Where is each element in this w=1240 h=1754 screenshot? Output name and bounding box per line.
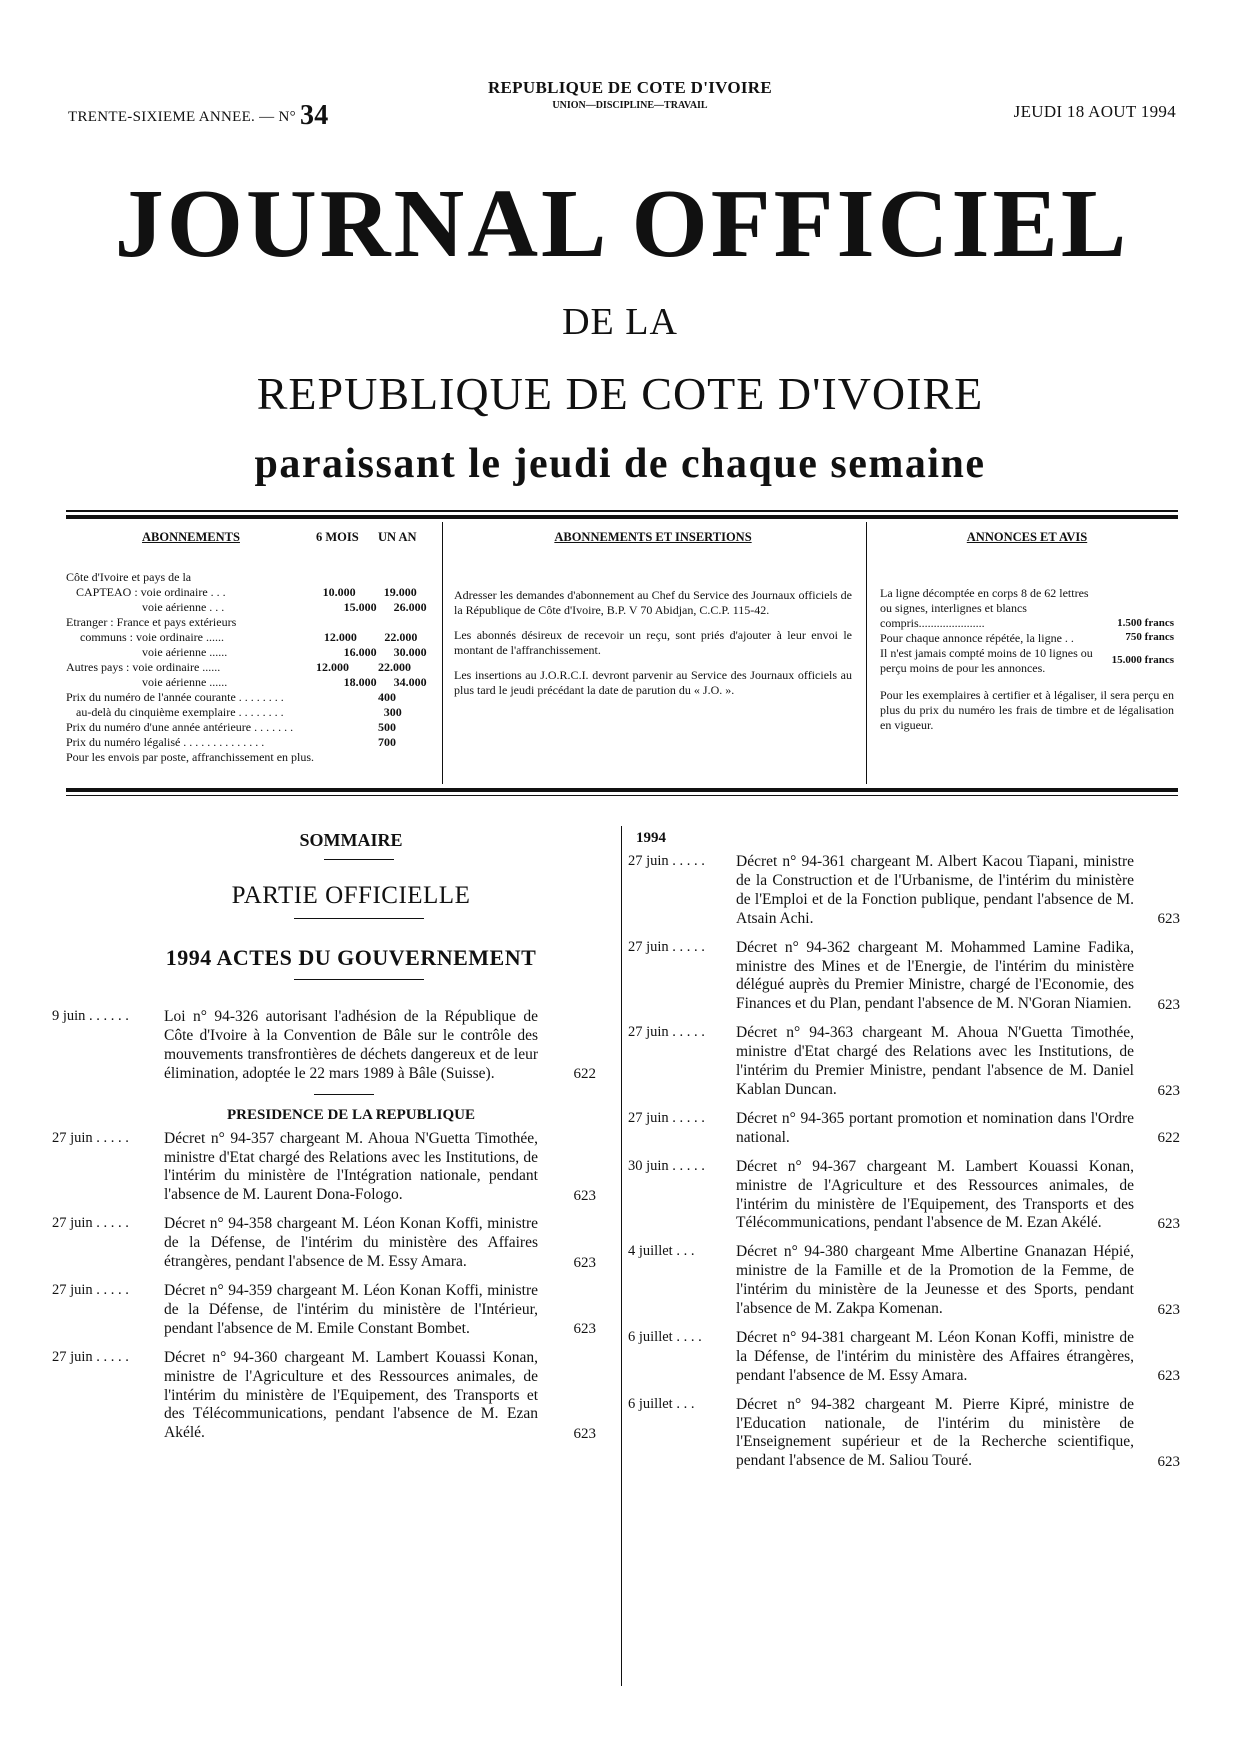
entry-page: 623 xyxy=(1157,1082,1180,1099)
section-rule xyxy=(314,1094,374,1095)
entry-date: 27 juin . . . . . xyxy=(628,853,705,869)
info-heading: ABONNEMENTS ET INSERTIONS xyxy=(554,530,752,544)
republic-name: REPUBLIQUE DE COTE D'IVOIRE xyxy=(487,78,773,97)
rate-label: Côte d'Ivoire et pays de la xyxy=(66,569,192,584)
republic-header xyxy=(460,78,800,111)
entry-date: 27 juin . . . . . xyxy=(52,1348,129,1365)
entry-text: Décret n° 94-365 portant promotion et nomination dans l'Ordre national. xyxy=(736,1109,1134,1146)
rate-one-year: 22.000 xyxy=(378,659,411,674)
rate-six-months: 12.000 xyxy=(323,629,357,644)
price-value: 500 xyxy=(378,719,396,734)
announce-row-1 xyxy=(880,586,1174,631)
summary-entry xyxy=(628,939,1184,1015)
entry-text: Décret n° 94-380 chargeant Mme Albertine Gnanazan Hépié, ministre de la Famille et de la Promotion de la Femme, de l'intérim du ministère de la Jeunesse et des Sports, pendant l'absence de M. Zakpa Komenan. xyxy=(736,1243,1134,1318)
summary-entry xyxy=(52,1215,600,1272)
rate-six-months xyxy=(316,570,378,585)
publication-frequency: paraissant le jeudi de chaque semaine xyxy=(254,441,986,487)
entry-page: 623 xyxy=(1157,1216,1180,1233)
entry-page: 622 xyxy=(573,1066,596,1083)
summary-entry xyxy=(628,1110,1184,1148)
rate-label: Autres pays : voie ordinaire ...... xyxy=(66,659,221,674)
info-paragraph-3: Les insertions au J.O.R.C.I. devront parvenir au Service des Journaux officiels au plus tard le jeudi précédant la date de parution du « J.O. ». xyxy=(454,667,852,697)
info-paragraph-2: Les abonnés désireux de recevoir un reçu, sont priés d'ajouter à leur envoi le montant de l'affranchissement. xyxy=(454,627,852,657)
right-entries xyxy=(628,853,1184,1471)
six-months-heading: 6 MOIS xyxy=(316,530,359,544)
entry-date: 27 juin . . . . . xyxy=(52,1215,129,1232)
rate-row xyxy=(66,570,438,585)
rate-row xyxy=(66,585,438,600)
announce-line-1: La ligne décomptée en corps 8 de 62 lettres ou signes, interlignes et blancs compris...................... xyxy=(880,585,1089,630)
entry-page: 622 xyxy=(1157,1130,1180,1147)
rate-label: voie aérienne . . . xyxy=(142,599,225,614)
summary-left-column xyxy=(52,830,600,1453)
entry-date: 4 juillet . . . xyxy=(628,1243,695,1260)
entry-page: 623 xyxy=(1157,1368,1180,1385)
top-bar xyxy=(60,78,1184,131)
rate-row xyxy=(66,645,438,660)
summary-entry xyxy=(52,1130,600,1206)
announcements-block xyxy=(876,586,1178,733)
summary-entry xyxy=(628,853,1184,929)
entry-date: 27 juin . . . . . xyxy=(52,1281,129,1298)
price-row xyxy=(66,750,438,765)
rate-one-year: 26.000 xyxy=(393,599,427,614)
price-label: Prix du numéro d'une année antérieure . . . . . . . xyxy=(66,719,294,734)
government-acts-title: 1994 ACTES DU GOUVERNEMENT xyxy=(165,945,537,970)
government-acts-rule xyxy=(294,979,424,980)
box-divider-1 xyxy=(442,522,443,784)
left-entries xyxy=(52,1130,600,1444)
announce-amount-1: 1.500 francs xyxy=(1117,616,1174,629)
info-paragraph-1: Adresser les demandes d'abonnement au Chef du Service des Journaux officiels de la République de Côte d'Ivoire, B.P. V 70 Abidjan, C.C.P. 115-42. xyxy=(454,587,852,617)
announce-line-2: Pour chaque annonce répétée, la ligne . . xyxy=(880,630,1074,645)
price-value xyxy=(390,750,438,765)
entry-page: 623 xyxy=(573,1254,596,1271)
summary-title: SOMMAIRE xyxy=(299,830,403,850)
journal-title: JOURNAL OFFICIEL xyxy=(114,170,1130,278)
price-value: 300 xyxy=(383,704,402,719)
announcements-heading: ANNONCES ET AVIS xyxy=(966,530,1088,544)
entry-date: 6 juillet . . . . xyxy=(628,1328,702,1345)
entry-page: 623 xyxy=(1157,1301,1180,1318)
one-year-heading: UN AN xyxy=(378,530,417,544)
entry-text: Décret n° 94-363 chargeant M. Ahoua N'Guetta Timothée, ministre d'Etat chargé des Relations avec les Institutions, de l'intérim du Premier Ministre, pendant l'absence de M. Daniel Kablan Duncan. xyxy=(736,1024,1134,1098)
rate-one-year xyxy=(378,615,433,630)
entry-date: 27 juin . . . . . xyxy=(628,1024,705,1041)
summary-entry xyxy=(628,1243,1184,1319)
top-rule-1 xyxy=(66,510,1178,512)
year-heading: 1994 xyxy=(636,830,666,846)
entry-page: 623 xyxy=(573,1187,596,1204)
rate-label: voie aérienne ...... xyxy=(142,644,228,659)
rates-extra xyxy=(66,690,438,765)
price-value: 700 xyxy=(378,734,396,749)
summary-entry xyxy=(628,1396,1184,1472)
left-top-entries xyxy=(52,1008,600,1084)
rate-six-months: 12.000 xyxy=(316,659,349,674)
summary-entry xyxy=(628,1158,1184,1234)
rates-heading: ABONNEMENTS xyxy=(142,530,240,544)
announce-amount-2: 750 francs xyxy=(1125,630,1174,643)
price-label: au-delà du cinquième exemplaire . . . . . . . . xyxy=(76,704,284,719)
entry-text: Décret n° 94-367 chargeant M. Lambert Kouassi Konan, ministre de l'Agriculture et des Ressources animales, de l'intérim du ministère de l'Equipement, des Transports et des Télécommunications, pendant l'absence de M. Ezan Akélé. xyxy=(736,1157,1134,1232)
column-divider xyxy=(621,826,622,1686)
summary-entry xyxy=(52,1008,600,1084)
summary-entry xyxy=(52,1282,600,1339)
box-divider-2 xyxy=(866,522,867,784)
entry-page: 623 xyxy=(1157,1453,1180,1470)
price-value: 400 xyxy=(378,689,396,704)
republic-title: REPUBLIQUE DE COTE D'IVOIRE xyxy=(256,368,984,419)
rate-one-year xyxy=(378,570,433,585)
subscription-rates xyxy=(66,522,438,784)
rate-label: voie aérienne ...... xyxy=(142,674,228,689)
subscription-info xyxy=(448,522,858,784)
rate-label: Etranger : France et pays extérieurs xyxy=(66,614,237,629)
summary-entry xyxy=(628,1024,1184,1100)
entry-page: 623 xyxy=(1157,996,1180,1013)
entry-text: Décret n° 94-359 chargeant M. Léon Konan Koffi, ministre de la Défense, de l'intérim du ministère de l'Intérieur, pendant l'absence de M. Emile Constant Bombet. xyxy=(164,1281,538,1337)
announce-line-3: Il n'est jamais compté moins de 10 lignes ou perçu moins de pour les annonces. xyxy=(880,645,1093,675)
entry-date: 27 juin . . . . . xyxy=(628,1109,705,1126)
entry-text: Décret n° 94-381 chargeant M. Léon Konan Koffi, ministre de la Défense, de l'intérim du ministère des Affaires étrangères, pendant l'absence de M. Essy Amara. xyxy=(736,1328,1134,1384)
entry-text: Décret n° 94-361 chargeant M. Albert Kacou Tiapani, ministre de la Construction et de l'Urbanisme, de l'intérim du ministère de l'Emploi et de la Fonction publique, pendant l'absence de M. Atsain Achi. xyxy=(736,853,1134,927)
rate-row xyxy=(66,630,438,645)
price-label: Prix du numéro de l'année courante . . . . . . . . xyxy=(66,689,284,704)
rates-rows xyxy=(66,570,438,690)
entry-page: 623 xyxy=(1157,911,1180,928)
announce-amount-3: 15.000 francs xyxy=(1111,653,1174,666)
rate-row xyxy=(66,675,438,690)
entry-text: Décret n° 94-360 chargeant M. Lambert Kouassi Konan, ministre de l'Agriculture et des Ressources animales, de l'intérim du ministère de l'Equipement, des Transports et des Télécommunications, pendant l'absence de M. Ezan Akélé. xyxy=(164,1348,538,1442)
entry-date: 9 juin . . . . . . xyxy=(52,1008,129,1024)
presidency-heading: PRESIDENCE DE LA REPUBLIQUE xyxy=(227,1106,475,1123)
entry-date: 27 juin . . . . . xyxy=(52,1129,129,1146)
price-row xyxy=(66,735,438,750)
rate-six-months: 16.000 xyxy=(343,644,377,659)
bottom-rule-1 xyxy=(66,788,1178,792)
rate-one-year: 19.000 xyxy=(383,584,417,599)
price-row xyxy=(66,690,438,705)
price-row xyxy=(66,705,438,720)
national-motto: UNION—DISCIPLINE—TRAVAIL xyxy=(552,100,708,111)
issue-text: TRENTE-SIXIEME ANNEE. — N° xyxy=(68,109,296,125)
rate-six-months: 15.000 xyxy=(343,599,377,614)
issue-number: 34 xyxy=(299,100,329,131)
entry-date: 6 juillet . . . xyxy=(628,1395,695,1412)
summary-entry xyxy=(628,1329,1184,1386)
entry-page: 623 xyxy=(573,1425,596,1442)
entry-date: 27 juin . . . . . xyxy=(628,938,705,955)
issue-line xyxy=(68,100,329,132)
summary-right-column xyxy=(628,830,1184,1481)
announce-row-2 xyxy=(880,631,1174,646)
rate-six-months xyxy=(316,615,378,630)
official-part-title: PARTIE OFFICIELLE xyxy=(231,882,471,909)
publication-date: JEUDI 18 AOUT 1994 xyxy=(1013,102,1176,121)
summary-rule xyxy=(324,859,394,860)
rate-label: CAPTEAO : voie ordinaire . . . xyxy=(76,584,226,599)
de-la-line: DE LA xyxy=(562,301,678,343)
entry-text: Loi n° 94-326 autorisant l'adhésion de la République de Côte d'Ivoire à la Convention de Bâle sur le contrôle des mouvements transfrontières de déchets dangereux et de leur élimination, adoptée le 22 mars 1989 à Bâle (Suisse). xyxy=(164,1008,538,1082)
top-rule-2 xyxy=(66,515,1178,519)
entry-text: Décret n° 94-362 chargeant M. Mohammed Lamine Fadika, ministre des Mines et de l'Energie, de l'intérim du ministère délégué auprès du Premier Ministre, chargé de l'Economie, des Finances et du Plan, pendant l'absence de M. N'Goran Niamien. xyxy=(736,938,1134,1013)
rate-one-year: 30.000 xyxy=(393,644,427,659)
rate-row xyxy=(66,660,438,675)
rate-one-year: 22.000 xyxy=(384,629,418,644)
entry-text: Décret n° 94-357 chargeant M. Ahoua N'Guetta Timothée, ministre d'Etat chargé des Relations avec les Institutions, de l'intérim du ministère de l'Intégration nationale, pendant l'absence de M. Laurent Dona-Fologo. xyxy=(164,1129,538,1204)
rate-label: communs : voie ordinaire ...... xyxy=(80,629,224,644)
announce-row-3 xyxy=(880,646,1174,676)
rate-six-months: 18.000 xyxy=(343,674,377,689)
rates-header xyxy=(66,530,438,546)
entry-text: Décret n° 94-382 chargeant M. Pierre Kipré, ministre de l'Education nationale, de l'intérim du ministère de l'Enseignement supérieur et de la Recherche scientifique, pendant l'absence de M. Saliou Touré. xyxy=(736,1395,1134,1470)
bottom-rule-2 xyxy=(66,795,1178,796)
price-label: Pour les envois par poste, affranchissement en plus. xyxy=(66,749,315,764)
entry-date: 30 juin . . . . . xyxy=(628,1157,705,1174)
entry-text: Décret n° 94-358 chargeant M. Léon Konan Koffi, ministre de la Défense, de l'intérim du ministère des Affaires étrangères, pendant l'absence de M. Essy Amara. xyxy=(164,1215,538,1271)
announcements-info xyxy=(876,522,1178,784)
subscription-box xyxy=(66,522,1178,784)
rate-row xyxy=(66,615,438,630)
official-part-rule xyxy=(294,918,424,919)
entry-page: 623 xyxy=(573,1321,596,1338)
rate-six-months: 10.000 xyxy=(322,584,356,599)
rate-one-year: 34.000 xyxy=(393,674,427,689)
summary-entry xyxy=(52,1349,600,1444)
announce-line-4: Pour les exemplaires à certifier et à légaliser, il sera perçu en plus du prix du numéro les frais de timbre et de légalisation en vigueur. xyxy=(880,687,1174,732)
price-label: Prix du numéro légalisé . . . . . . . . . . . . . . xyxy=(66,734,265,749)
rate-row xyxy=(66,600,438,615)
price-row xyxy=(66,720,438,735)
info-block xyxy=(448,588,858,698)
